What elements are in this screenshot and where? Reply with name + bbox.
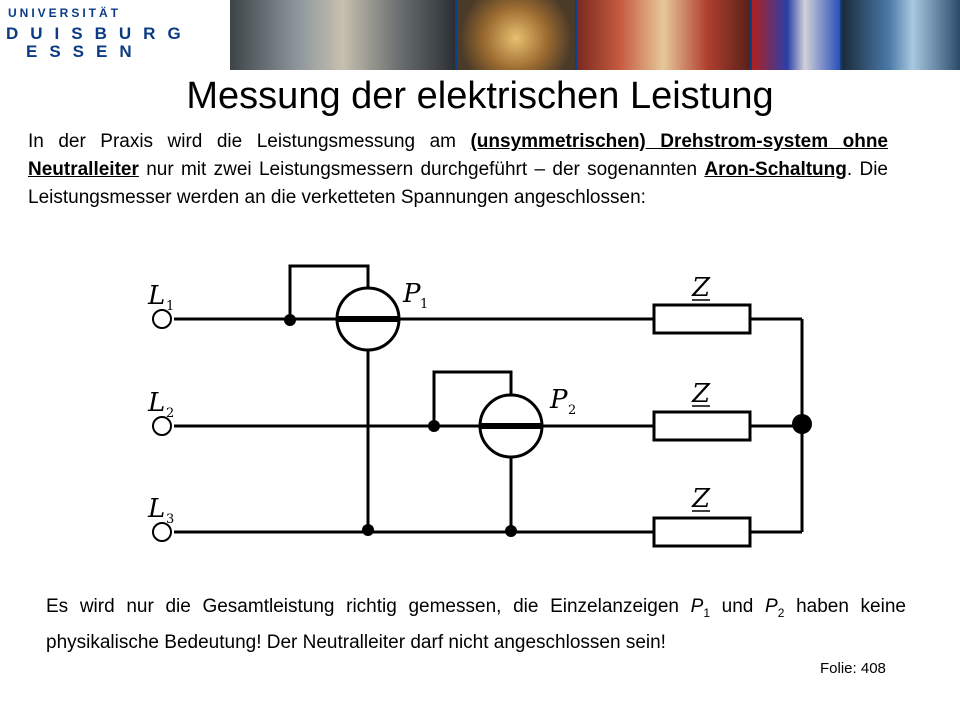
- label-z2: Z: [692, 379, 711, 409]
- label-l1-index: 1: [166, 299, 175, 314]
- outro-p2-index: 2: [777, 605, 785, 620]
- p1-voltage-loop: [290, 266, 368, 320]
- outro-p1: P: [690, 596, 704, 617]
- intro-emphasis-1: (unsymmetrischen) Drehstrom-system ohne Neutralleiter: [28, 131, 888, 180]
- label-l1: L: [148, 281, 166, 311]
- slide-number: Folie: 408: [820, 660, 886, 677]
- junction-p2-l3: [505, 525, 517, 537]
- outro-p2: P: [765, 596, 778, 617]
- logo-line-2: DUISBURG: [6, 24, 193, 43]
- label-z3: Z: [692, 484, 711, 514]
- junction-p2-l2: [428, 420, 440, 432]
- junction-p1-l1: [284, 314, 296, 326]
- logo-line-1: UNIVERSITÄT: [8, 6, 122, 20]
- label-z1: Z: [692, 273, 711, 303]
- intro-emphasis-2: Aron-Schaltung: [704, 159, 847, 180]
- label-p2-index: 2: [568, 403, 577, 418]
- outro-text-2: und: [710, 596, 766, 617]
- outro-text-1: Es wird nur die Gesamtleistung richtig gemessen, die Einzelanzeigen: [46, 596, 691, 617]
- label-p1: P: [403, 279, 421, 309]
- p2-voltage-loop: [434, 372, 511, 426]
- label-p2: P: [550, 385, 568, 415]
- label-l3: L: [148, 494, 166, 524]
- intro-text-3: . Die Leistungsmesser werden an die verketteten Spannungen angeschlossen:: [28, 159, 888, 208]
- outro-p1-index: 1: [703, 605, 710, 620]
- intro-text-1: In der Praxis wird die Leistungsmessung am: [28, 131, 471, 152]
- impedance-z3: [654, 518, 750, 546]
- impedance-z2: [654, 412, 750, 440]
- label-l2-index: 2: [166, 406, 175, 421]
- outro-text-3: haben keine physikalische Bedeutung! Der Neutralleiter darf nicht angeschlossen sein!: [46, 596, 906, 653]
- label-p1-index: 1: [420, 297, 429, 312]
- label-l2: L: [148, 388, 166, 418]
- slide-title: Messung der elektrischen Leistung: [186, 75, 774, 117]
- star-point: [792, 414, 812, 434]
- logo-line-3: ESSEN: [26, 42, 144, 61]
- outro-paragraph: [46, 592, 906, 657]
- intro-text-2: nur mit zwei Leistungsmessern durchgeführt – der sogenannten: [138, 159, 705, 180]
- impedance-z1: [654, 305, 750, 333]
- junction-p1-l3: [362, 524, 374, 536]
- label-l3-index: 3: [166, 512, 175, 527]
